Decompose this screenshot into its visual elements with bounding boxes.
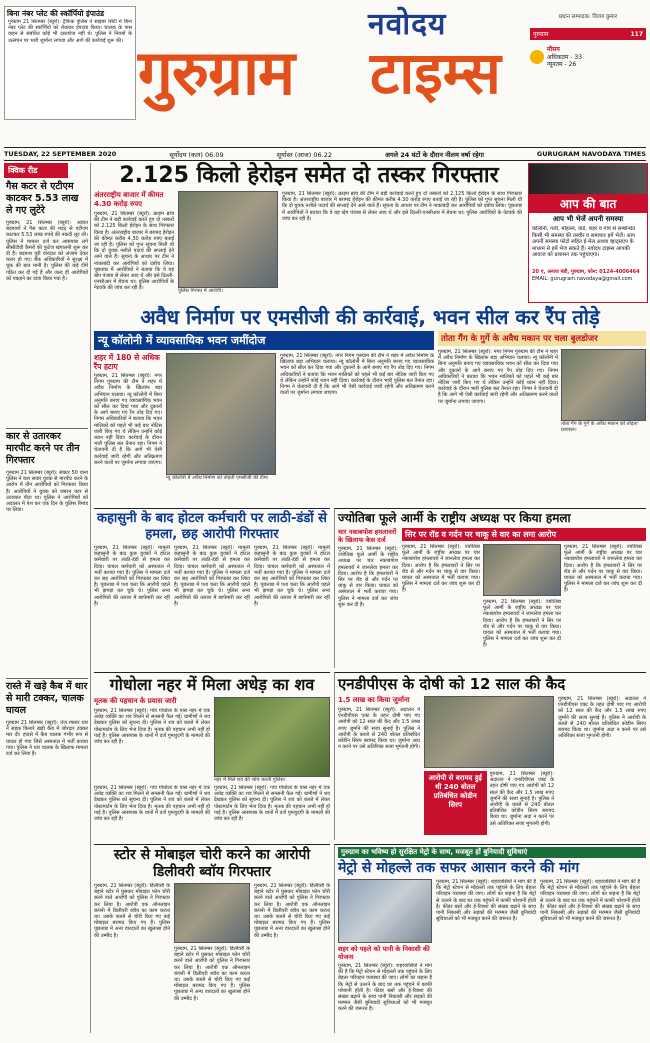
sunrise: सूर्योदय (कल) 06.09 <box>169 150 224 159</box>
lower-right-kicker: 1.5 लाख का किया जुर्माना <box>338 696 410 704</box>
lower-left-body: गुरुग्राम, 21 सितम्बर (ब्यूरो): गांव गोधोला के पास नहर में एक अधेड़ व्यक्ति का शव मिलने से सनसनी फैल गई। ग्रामीणों ने शव देखकर पुलिस को सूचना दी। पुलिस ने शव को कब्जे में लेकर पोस्टमार्टम के लिए भेज दिया है। मृतक की पहचान अभी नहीं हो पाई है। पुलिस आसपास के थानों में दर्ज गुमशुदगी के मामलों की जांच कर रही है। <box>94 708 210 746</box>
mid-left-body-col-2: गुरुग्राम, 21 सितम्बर (ब्यूरो): मामूली कहासुनी के बाद कुछ युवकों ने होटल कर्मचारी पर लाठी-डंडों से हमला कर दिया। घायल कर्मचारी को अस्पताल में भर्ती कराया गया है। पुलिस ने मामला दर्ज कर छह आरोपियों को गिरफ्तार कर लिया है। पूछताछ में पता चला कि आरोपी पहले भी झगड़ा कर चुके थे। पुलिस अन्य आरोपियों की तलाश में छापेमारी कर रही है। <box>174 545 250 607</box>
banner-headline: अवैध निर्माण पर एमसीजी की कार्रवाई, भवन सील कर रैंप तोड़े <box>140 305 600 329</box>
bottom-right-banner: गुरुग्राम का भविष्य हो सुरक्षित मेट्रो के साथ, मजबूत हों बुनियादी सुविधाएं <box>338 847 646 858</box>
bottom-right-kicker: शहर को पहले को पानी के निकासी की योजना <box>338 945 430 961</box>
lower-left-photo <box>214 697 330 777</box>
lower-right-photo <box>424 696 554 768</box>
lower-left-body-col-2: गुरुग्राम, 21 सितम्बर (ब्यूरो): गांव गोधोला के पास नहर में एक अधेड़ व्यक्ति का शव मिलने से सनसनी फैल गई। ग्रामीणों ने शव देखकर पुलिस को सूचना दी। पुलिस ने शव को कब्जे में लेकर पोस्टमार्टम के लिए भेज दिया है। मृतक की पहचान अभी नहीं हो पाई है। पुलिस आसपास के थानों में दर्ज गुमशुदगी के मामलों की जांच कर रही है। <box>94 785 210 823</box>
brand-right: टाइम्स <box>370 39 501 107</box>
quick-read-title: कार से उतारकर मारपीट करने पर तीन गिरफ्तार <box>6 428 88 467</box>
weather-max: अधिकतम - 33 <box>547 53 583 61</box>
opinion-image <box>529 164 647 194</box>
mid-right-photo <box>483 544 561 596</box>
banner-body-col-2: गुरुग्राम, 21 सितम्बर (ब्यूरो): नगर निगम गुरुग्राम की टीम ने शहर में अवैध निर्माण के खिलाफ बड़ा अभियान चलाया। न्यू कॉलोनी में बिना अनुमति बनाए गए व्यावसायिक भवन को सील कर दिया गया और दुकानों के आगे बनाए गए रैंप तोड़ दिए गए। निगम अधिकारियों ने बताया कि भवन मालिकों को पहले भी कई बार नोटिस जारी किए गए थे लेकिन उन्होंने कोई ध्यान नहीं दिया। कार्रवाई के दौरान भारी पुलिस बल तैनात रहा। निगम ने चेतावनी दी है कि आगे भी ऐसी कार्रवाई जारी रहेगी और अतिक्रमण करने वालों पर जुर्माना लगाया जाएगा। <box>280 353 434 397</box>
mid-left-body-col-3: गुरुग्राम, 21 सितम्बर (ब्यूरो): मामूली कहासुनी के बाद कुछ युवकों ने होटल कर्मचारी पर लाठी-डंडों से हमला कर दिया। घायल कर्मचारी को अस्पताल में भर्ती कराया गया है। पुलिस ने मामला दर्ज कर छह आरोपियों को गिरफ्तार कर लिया है। पूछताछ में पता चला कि आरोपी पहले भी झगड़ा कर चुके थे। पुलिस अन्य आरोपियों की तलाश में छापेमारी कर रही है। <box>254 545 330 607</box>
opinion-box <box>528 163 648 303</box>
weather-icon <box>530 50 544 64</box>
mid-right-story <box>334 508 646 668</box>
mid-right-body-col-1: गुरुग्राम, 21 सितम्बर (ब्यूरो): ज्योतिबा फूले आर्मी के राष्ट्रीय अध्यक्ष पर चार नकाबपोश हमलावरों ने जानलेवा हमला कर दिया। आरोप है कि हमलावरों ने सिर पर रॉड से और गर्दन पर चाकू से वार किया। घायल को अस्पताल में भर्ती कराया गया। पुलिस ने मामला दर्ज कर जांच शुरू कर दी है। <box>338 546 398 608</box>
banner-sidebar-kicker: शहर में 180 से अधिक रैंप हटाए <box>94 353 160 371</box>
bottom-left-photo <box>174 883 250 943</box>
lead-headline: 2.125 किलो हेरोइन समेत दो तस्कर गिरफ्तार <box>119 163 499 188</box>
sunset: सूर्यास्त (आज) 06.22 <box>276 150 332 159</box>
bottom-left-headline: स्टोर से मोबाइल चोरी करने का आरोपी डिलीवरी ब्वॉय गिरफ्तार <box>113 847 311 880</box>
top-teaser <box>4 6 136 120</box>
lower-right-story <box>334 672 646 840</box>
bottom-right-body-col-2: गुरुग्राम, 21 सितम्बर (ब्यूरो): शहरवासियों ने मांग की है कि मेट्रो स्टेशन से मोहल्लों तक पहुंचने के लिए बेहतर परिवहन व्यवस्था की जाए। लोगों का कहना है कि मेट्रो से उतरने के बाद घर तक पहुंचने में काफी परेशानी होती है। फीडर बसों और ई-रिक्शा की संख्या बढ़ाने के साथ पानी निकासी और सड़कों की मरम्मत जैसी बुनियादी सुविधाओं को भी मजबूत करने की जरूरत है। <box>436 879 536 923</box>
lower-right-headline: एनडीपीएस के दोषी को 12 साल की कैद <box>338 675 566 693</box>
lead-story <box>94 163 524 303</box>
date-bar <box>4 147 646 161</box>
banner-photo-right <box>561 349 646 421</box>
banner-photo-caption-right: तोता गैंग के गुर्गे के अवैध मकान को तोड़ता प्रशासन। <box>561 421 638 433</box>
opinion-body: कॉलोनी, गली, मोहल्ले, वार्ड, शहर व गांव से सम्बन्धित किसी भी समस्या की तस्वीर व समाचार हमें भेजें। आप अपनी समस्या फोटो सहित ई-मेल अथवा व्हाट्सएप के माध्यम से हमें भेज सकते हैं। नवोदय टाइम्स आपकी आवाज को प्रशासन तक पहुंचाएगा। <box>532 226 636 259</box>
quick-read-body: गुरुग्राम 21 सितम्बर (ब्यूरो): तेज रफ्तार थार ने सड़क किनारे खड़ी कैब में जोरदार टक्कर मार दी। हादसे में कैब चालक गंभीर रूप से घायल हो गया जिसे अस्पताल में भर्ती कराया गया। पुलिस ने थार चालक के खिलाफ मामला दर्ज कर लिया है। <box>6 720 88 758</box>
quick-read-title: गैस कटर से एटीएम काटकर 5.53 लाख ले गए लुटेरे <box>6 181 79 216</box>
weather-min: न्यूनतम - 26 <box>547 61 577 68</box>
bottom-right-headline: मेट्रो से मोहल्ले तक सफर आसान करने की मांग <box>338 860 580 876</box>
lead-photo-caption: पुलिस गिरफ्त में आरोपी। <box>178 288 223 294</box>
banner-story <box>94 305 646 505</box>
mid-left-body-col-1: गुरुग्राम, 21 सितम्बर (ब्यूरो): मामूली कहासुनी के बाद कुछ युवकों ने होटल कर्मचारी पर लाठी-डंडों से हमला कर दिया। घायल कर्मचारी को अस्पताल में भर्ती कराया गया है। पुलिस ने मामला दर्ज कर छह आरोपियों को गिरफ्तार कर लिया है। पूछताछ में पता चला कि आरोपी पहले भी झगड़ा कर चुके थे। पुलिस अन्य आरोपियों की तलाश में छापेमारी कर रही है। <box>94 545 170 607</box>
bottom-right-body-col-3: गुरुग्राम, 21 सितम्बर (ब्यूरो): शहरवासियों ने मांग की है कि मेट्रो स्टेशन से मोहल्लों तक पहुंचने के लिए बेहतर परिवहन व्यवस्था की जाए। लोगों का कहना है कि मेट्रो से उतरने के बाद घर तक पहुंचने में काफी परेशानी होती है। फीडर बसों और ई-रिक्शा की संख्या बढ़ाने के साथ पानी निकासी और सड़कों की मरम्मत जैसी बुनियादी सुविधाओं को भी मजबूत करने की जरूरत है। <box>540 879 640 923</box>
quick-read-label: क्विक रीड <box>4 163 68 178</box>
lower-left-story <box>94 672 330 841</box>
lead-body-col-2: गुरुग्राम, 21 सितम्बर (ब्यूरो): क्राइम ब्रांच की टीम ने बड़ी कार्रवाई करते हुए दो तस्करों को 2.125 किलो हेरोइन के साथ गिरफ्तार किया है। अंतरराष्ट्रीय बाजार में बरामद हेरोइन की कीमत करीब 4.30 करोड़ रुपए बताई जा रही है। पुलिस को गुप्त सूचना मिली थी कि दो युवक नशीले पदार्थ की सप्लाई देने आने वाले हैं। सूचना के आधार पर टीम ने नाकाबंदी कर आरोपियों को दबोच लिया। पूछताछ में आरोपियों ने बताया कि वे यह खेप पंजाब से लेकर आए थे और इसे दिल्ली-एनसीआर में बेचना था। पुलिस आरोपियों के नेटवर्क की जांच कर रही है। <box>282 191 522 222</box>
mid-right-body-col-2: गुरुग्राम, 21 सितम्बर (ब्यूरो): ज्योतिबा फूले आर्मी के राष्ट्रीय अध्यक्ष पर चार नकाबपोश हमलावरों ने जानलेवा हमला कर दिया। आरोप है कि हमलावरों ने सिर पर रॉड से और गर्दन पर चाकू से वार किया। घायल को अस्पताल में भर्ती कराया गया। पुलिस ने मामला दर्ज कर जांच शुरू कर दी है। <box>402 544 480 594</box>
edition-box <box>530 6 646 118</box>
mid-right-headline: ज्योतिबा फूले आर्मी के राष्ट्रीय अध्यक्ष पर किया हमला <box>338 511 571 525</box>
quick-read-item <box>4 181 90 425</box>
quick-read-title: रास्ते में खड़े कैब में थार से मारी टक्कर, चालक घायल <box>6 678 88 717</box>
bottom-right-body-col-1: गुरुग्राम, 21 सितम्बर (ब्यूरो): शहरवासियों ने मांग की है कि मेट्रो स्टेशन से मोहल्लों तक पहुंचने के लिए बेहतर परिवहन व्यवस्था की जाए। लोगों का कहना है कि मेट्रो से उतरने के बाद घर तक पहुंचने में काफी परेशानी होती है। फीडर बसों और ई-रिक्शा की संख्या बढ़ाने के साथ पानी निकासी और सड़कों की मरम्मत जैसी बुनियादी सुविधाओं को भी मजबूत करने की जरूरत है। <box>338 963 432 1013</box>
opinion-title: आप की बात <box>529 194 647 213</box>
banner-photo-left <box>166 353 276 475</box>
quick-read-item <box>4 428 90 675</box>
quick-read-column <box>4 163 91 1033</box>
mid-right-subhead: सिर पर रॉड व गर्दन पर चाकू से वार का लगा आरोप <box>402 528 646 541</box>
quick-read-body: गुरुग्राम 21 सितम्बर (ब्यूरो): सेक्टर 50 थाना पुलिस ने कार सवार युवक से मारपीट करने के आरोप में तीन आरोपियों को गिरफ्तार किया है। आरोपियों ने युवक को जबरन कार से उतारकर पीटा था। पुलिस ने आरोपियों को अदालत में पेश कर एक दिन के पुलिस रिमांड पर लिया। <box>6 470 88 514</box>
bottom-left-body-col-3: गुरुग्राम, 21 सितम्बर (ब्यूरो): डिलीवरी के बहाने स्टोर में घुसकर मोबाइल फोन चोरी करने वाले आरोपी को पुलिस ने गिरफ्तार कर लिया है। आरोपी एक ऑनलाइन कंपनी में डिलीवरी ब्वॉय का काम करता था। उसके कब्जे से चोरी किए गए कई मोबाइल बरामद किए गए हैं। पुलिस पूछताछ में अन्य वारदातों का खुलासा होने की उम्मीद है। <box>254 883 330 939</box>
brand-left: गुरुग्राम <box>138 36 295 109</box>
lower-right-body-col-1: गुरुग्राम, 21 सितम्बर (ब्यूरो): अदालत ने एनडीपीएस एक्ट के तहत दोषी पाए गए आरोपी को 12 साल की कैद और 1.5 लाख रुपए जुर्माने की सजा सुनाई है। पुलिस ने आरोपी के कब्जे से 240 बोतल प्रतिबंधित कोडीन सिरप बरामद किया था। जुर्माना अदा न करने पर उसे अतिरिक्त सजा भुगतनी होगी। <box>338 707 420 751</box>
mid-left-headline: कहासुनी के बाद होटल कर्मचारी पर लाठी-डंडों से हमला, छह आरोपी गिरफ्तार <box>97 511 327 542</box>
masthead-brand <box>138 4 528 114</box>
mid-right-body-col-3: गुरुग्राम, 21 सितम्बर (ब्यूरो): ज्योतिबा फूले आर्मी के राष्ट्रीय अध्यक्ष पर चार नकाबपोश हमलावरों ने जानलेवा हमला कर दिया। आरोप है कि हमलावरों ने सिर पर रॉड से और गर्दन पर चाकू से वार किया। घायल को अस्पताल में भर्ती कराया गया। पुलिस ने मामला दर्ज कर जांच शुरू कर दी है। <box>483 599 561 649</box>
mid-right-body-col-4: गुरुग्राम, 21 सितम्बर (ब्यूरो): ज्योतिबा फूले आर्मी के राष्ट्रीय अध्यक्ष पर चार नकाबपोश हमलावरों ने जानलेवा हमला कर दिया। आरोप है कि हमलावरों ने सिर पर रॉड से और गर्दन पर चाकू से वार किया। घायल को अस्पताल में भर्ती कराया गया। पुलिस ने मामला दर्ज कर जांच शुरू कर दी है। <box>564 544 642 594</box>
mid-right-kicker: चार नकाबपोश हमलावरों के खिलाफ केस दर्ज <box>338 528 397 544</box>
bottom-left-body-col-2: गुरुग्राम, 21 सितम्बर (ब्यूरो): डिलीवरी के बहाने स्टोर में घुसकर मोबाइल फोन चोरी करने वाले आरोपी को पुलिस ने गिरफ्तार कर लिया है। आरोपी एक ऑनलाइन कंपनी में डिलीवरी ब्वॉय का काम करता था। उसके कब्जे से चोरी किए गए कई मोबाइल बरामद किए गए हैं। पुलिस पूछताछ में अन्य वारदातों का खुलासा होने की उम्मीद है। <box>174 946 250 1002</box>
top-teaser-body: गुरुग्राम 21 सितम्बर (ब्यूरो): ट्रैफिक पुलिस ने साइबर सिटी में बिना नंबर प्लेट की स्कॉर्पियो को रोककर इंपाउंड किया। चालक के पास वाहन से संबंधित कोई भी दस्तावेज नहीं थे। पुलिस ने नियमों के उल्लंघन पर भारी जुर्माना लगाया और आगे की कार्रवाई शुरू की। <box>8 19 132 44</box>
weather-label: मौसम <box>547 46 560 53</box>
lead-photo <box>178 191 278 288</box>
bottom-left-story <box>94 844 330 1034</box>
price-label: प्रधान सम्पादक: विजय कुमार <box>558 14 618 20</box>
lower-left-headline: गोधोला नहर में मिला अधेड़ का शव <box>109 675 315 694</box>
banner-subhead: न्यू कॉलोनी में व्यावसायिक भवन जमींदोज <box>94 331 434 350</box>
date-line: TUESDAY, 22 SEPTEMBER 2020 <box>4 150 117 158</box>
lower-left-body-col-3: गुरुग्राम, 21 सितम्बर (ब्यूरो): गांव गोधोला के पास नहर में एक अधेड़ व्यक्ति का शव मिलने से सनसनी फैल गई। ग्रामीणों ने शव देखकर पुलिस को सूचना दी। पुलिस ने शव को कब्जे में लेकर पोस्टमार्टम के लिए भेज दिया है। मृतक की पहचान अभी नहीं हो पाई है। पुलिस आसपास के थानों में दर्ज गुमशुदगी के मामलों की जांच कर रही है। <box>214 785 330 823</box>
edition-name: गुरुग्राम <box>533 31 549 38</box>
banner-side-body: गुरुग्राम, 21 सितम्बर (ब्यूरो): नगर निगम गुरुग्राम की टीम ने शहर में अवैध निर्माण के खिलाफ बड़ा अभियान चलाया। न्यू कॉलोनी में बिना अनुमति बनाए गए व्यावसायिक भवन को सील कर दिया गया और दुकानों के आगे बनाए गए रैंप तोड़ दिए गए। निगम अधिकारियों ने बताया कि भवन मालिकों को पहले भी कई बार नोटिस जारी किए गए थे लेकिन उन्होंने कोई ध्यान नहीं दिया। कार्रवाई के दौरान भारी पुलिस बल तैनात रहा। निगम ने चेतावनी दी है कि आगे भी ऐसी कार्रवाई जारी रहेगी और अतिक्रमण करने वालों पर जुर्माना लगाया जाएगा। <box>438 349 558 405</box>
opinion-subtitle: आप भी भेजें अपनी समस्या <box>552 215 624 223</box>
bottom-left-body-col-1: गुरुग्राम, 21 सितम्बर (ब्यूरो): डिलीवरी के बहाने स्टोर में घुसकर मोबाइल फोन चोरी करने वाले आरोपी को पुलिस ने गिरफ्तार कर लिया है। आरोपी एक ऑनलाइन कंपनी में डिलीवरी ब्वॉय का काम करता था। उसके कब्जे से चोरी किए गए कई मोबाइल बरामद किए गए हैं। पुलिस पूछताछ में अन्य वारदातों का खुलासा होने की उम्मीद है। <box>94 883 170 939</box>
lead-kicker: अंतरराष्ट्रीय बाजार में कीमत 4.30 करोड़ रुपए <box>94 191 164 208</box>
opinion-email: EMAIL: gurugram.navodaya@gmail.com <box>532 276 633 282</box>
banner-photo-caption-left: न्यू कॉलोनी में अवैध निर्माण को तोड़ती एमसीजी की टीम। <box>166 475 269 481</box>
lower-left-kicker: मृतक की पहचान के प्रयास जारी <box>94 697 177 705</box>
top-teaser-title: बिना नंबर प्लेट की स्कॉर्पियो इंपाउंड <box>7 9 105 18</box>
quick-read-item <box>4 678 90 980</box>
opinion-address: 20 ए, अनाज मंडी, गुरुग्राम, फोन: 0124-4006464 <box>532 269 640 275</box>
quick-read-body: गुरुग्राम, 21 सितम्बर (ब्यूरो): अज्ञात बदमाशों ने गैस कटर की मदद से एटीएम काटकर 5.53 लाख रुपये की नकदी लूट ली। पुलिस ने मामला दर्ज कर आसपास लगे सीसीटीवी कैमरों की फुटेज खंगालनी शुरू कर दी है। बदमाश पूरी वारदात को अंजाम देकर फरार हो गए। बैंक अधिकारियों ने सुरक्षा में चूक की बात मानी है। पुलिस की कई टीमें गठित कर दी गई हैं और जल्द ही आरोपियों को पकड़ने का दावा किया गया है। <box>6 220 88 282</box>
brand-top: नवोदय <box>368 7 447 42</box>
lower-right-body-col-2: गुरुग्राम, 21 सितम्बर (ब्यूरो): अदालत ने एनडीपीएस एक्ट के तहत दोषी पाए गए आरोपी को 12 साल की कैद और 1.5 लाख रुपए जुर्माने की सजा सुनाई है। पुलिस ने आरोपी के कब्जे से 240 बोतल प्रतिबंधित कोडीन सिरप बरामद किया था। जुर्माना अदा न करने पर उसे अतिरिक्त सजा भुगतनी होगी। <box>489 771 554 827</box>
bottom-right-photo <box>338 879 432 943</box>
lower-right-body-col-3: गुरुग्राम, 21 सितम्बर (ब्यूरो): अदालत ने एनडीपीएस एक्ट के तहत दोषी पाए गए आरोपी को 12 साल की कैद और 1.5 लाख रुपए जुर्माने की सजा सुनाई है। पुलिस ने आरोपी के कब्जे से 240 बोतल प्रतिबंधित कोडीन सिरप बरामद किया था। जुर्माना अदा न करने पर उसे अतिरिक्त सजा भुगतनी होगी। <box>558 696 646 740</box>
lower-left-photo-caption: नहर में मिले शव की जांच करती पुलिस। <box>214 777 286 783</box>
tagline: अगले 24 घंटों के दौरान नीलम वर्षा रहेगा <box>384 150 484 159</box>
banner-body-col-1: गुरुग्राम, 21 सितम्बर (ब्यूरो): नगर निगम गुरुग्राम की टीम ने शहर में अवैध निर्माण के खिलाफ बड़ा अभियान चलाया। न्यू कॉलोनी में बिना अनुमति बनाए गए व्यावसायिक भवन को सील कर दिया गया और दुकानों के आगे बनाए गए रैंप तोड़ दिए गए। निगम अधिकारियों ने बताया कि भवन मालिकों को पहले भी कई बार नोटिस जारी किए गए थे लेकिन उन्होंने कोई ध्यान नहीं दिया। कार्रवाई के दौरान भारी पुलिस बल तैनात रहा। निगम ने चेतावनी दी है कि आगे भी ऐसी कार्रवाई जारी रहेगी और अतिक्रमण करने वालों पर जुर्माना लगाया जाएगा। <box>94 373 162 466</box>
lower-right-callout: आरोपी से बरामद हुई थी 240 बोतल प्रतिबंधित कोडीन सिरप <box>424 771 487 835</box>
page-number: 117 <box>630 30 643 38</box>
mid-left-story <box>94 508 330 669</box>
lead-body-col-1: गुरुग्राम, 21 सितम्बर (ब्यूरो): क्राइम ब्रांच की टीम ने बड़ी कार्रवाई करते हुए दो तस्करों को 2.125 किलो हेरोइन के साथ गिरफ्तार किया है। अंतरराष्ट्रीय बाजार में बरामद हेरोइन की कीमत करीब 4.30 करोड़ रुपए बताई जा रही है। पुलिस को गुप्त सूचना मिली थी कि दो युवक नशीले पदार्थ की सप्लाई देने आने वाले हैं। सूचना के आधार पर टीम ने नाकाबंदी कर आरोपियों को दबोच लिया। पूछताछ में आरोपियों ने बताया कि वे यह खेप पंजाब से लेकर आए थे और इसे दिल्ली-एनसीआर में बेचना था। पुलिस आरोपियों के नेटवर्क की जांच कर रही है। <box>94 211 174 292</box>
edition-en: GURUGRAM NAVODAYA TIMES <box>536 150 646 158</box>
banner-side-headline: तोता गैंग के गुर्गे के अवैध मकान पर चला बुलडोजर <box>438 331 646 346</box>
bottom-right-story <box>334 844 646 1033</box>
